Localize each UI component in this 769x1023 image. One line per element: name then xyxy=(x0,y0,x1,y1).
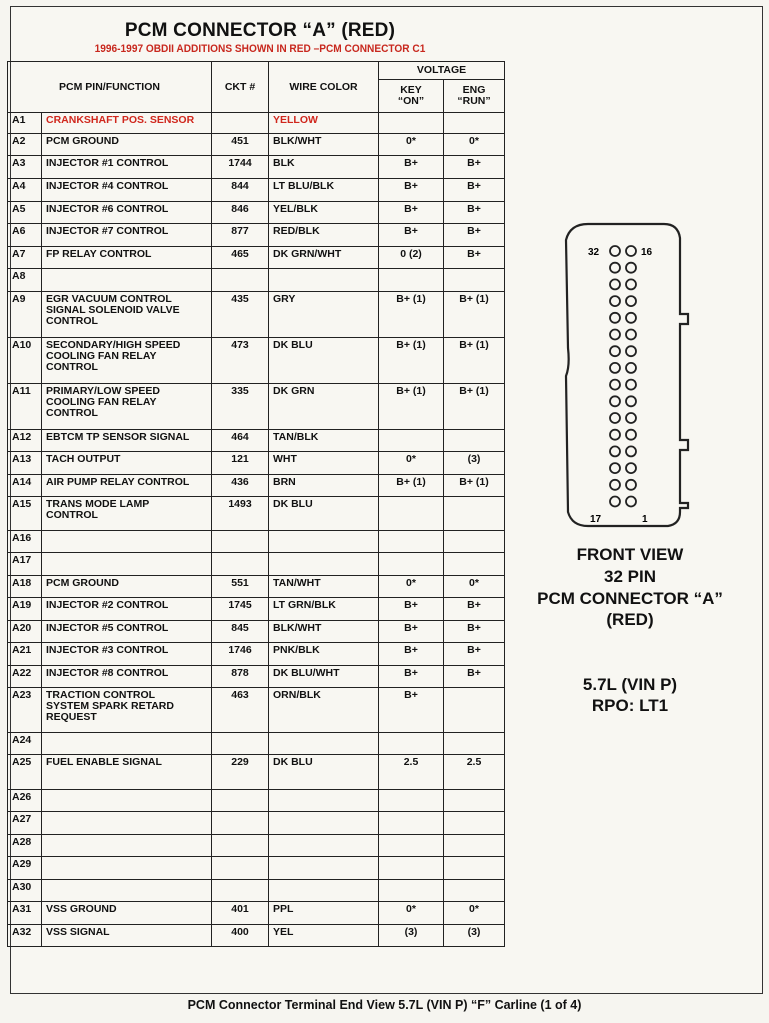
circuit-cell: 1745 xyxy=(212,598,269,621)
function-cell: INJECTOR #7 CONTROL xyxy=(42,224,212,247)
pin-cell: A23 xyxy=(8,688,42,733)
pin-hole xyxy=(626,463,636,473)
wire-color-cell: YELLOW xyxy=(269,113,379,134)
pin-cell: A26 xyxy=(8,790,42,812)
function-cell xyxy=(42,835,212,857)
wire-color-cell: TAN/BLK xyxy=(269,430,379,452)
key-on-voltage-cell: (3) xyxy=(379,925,444,947)
pin-hole xyxy=(610,463,620,473)
header-pin-function: PCM PIN/FUNCTION xyxy=(8,62,212,113)
circuit-cell: 1746 xyxy=(212,643,269,666)
pin-hole xyxy=(610,246,620,256)
pin-hole xyxy=(626,313,636,323)
table-row xyxy=(8,247,505,269)
table-row xyxy=(8,925,505,947)
eng-run-voltage-cell xyxy=(444,880,505,902)
circuit-cell xyxy=(212,880,269,902)
eng-run-voltage-cell: B+ xyxy=(444,247,505,269)
table-row xyxy=(8,134,505,156)
key-on-voltage-cell: B+ xyxy=(379,202,444,224)
eng-run-voltage-cell: B+ xyxy=(444,621,505,643)
function-cell: TACH OUTPUT xyxy=(42,452,212,475)
pin-hole xyxy=(626,346,636,356)
pin-hole xyxy=(626,446,636,456)
function-cell: VSS SIGNAL xyxy=(42,925,212,947)
pin-hole xyxy=(626,296,636,306)
wire-color-cell: TAN/WHT xyxy=(269,576,379,598)
pin-cell: A22 xyxy=(8,666,42,688)
circuit-cell xyxy=(212,835,269,857)
function-cell: VSS GROUND xyxy=(42,902,212,925)
table-row xyxy=(8,430,505,452)
wire-color-cell xyxy=(269,733,379,755)
function-cell xyxy=(42,733,212,755)
function-cell: INJECTOR #8 CONTROL xyxy=(42,666,212,688)
table-row xyxy=(8,475,505,497)
function-cell: PCM GROUND xyxy=(42,134,212,156)
pin-hole xyxy=(610,380,620,390)
wire-color-cell: PPL xyxy=(269,902,379,925)
caption-pin-count: 32 PIN xyxy=(604,567,656,586)
pin-label-32: 32 xyxy=(588,247,600,258)
eng-run-voltage-cell: (3) xyxy=(444,925,505,947)
page-footer: PCM Connector Terminal End View 5.7L (VIN P) “F” Carline (1 of 4) xyxy=(187,998,582,1012)
table-row xyxy=(8,224,505,247)
key-on-voltage-cell xyxy=(379,790,444,812)
function-cell xyxy=(42,857,212,880)
pin-hole xyxy=(610,279,620,289)
circuit-cell: 451 xyxy=(212,134,269,156)
table-row xyxy=(8,733,505,755)
pin-cell: A29 xyxy=(8,857,42,880)
circuit-cell: 400 xyxy=(212,925,269,947)
header-voltage: VOLTAGE xyxy=(379,62,505,80)
eng-run-voltage-cell: B+ (1) xyxy=(444,475,505,497)
table-row xyxy=(8,621,505,643)
eng-run-voltage-cell xyxy=(444,857,505,880)
eng-run-voltage-cell xyxy=(444,269,505,292)
pin-hole xyxy=(626,497,636,507)
wire-color-cell: DK GRN xyxy=(269,384,379,430)
eng-run-voltage-cell: B+ xyxy=(444,643,505,666)
key-on-voltage-cell xyxy=(379,269,444,292)
eng-run-voltage-cell: B+ (1) xyxy=(444,384,505,430)
table-row xyxy=(8,902,505,925)
function-cell xyxy=(42,790,212,812)
wire-color-cell: DK BLU/WHT xyxy=(269,666,379,688)
circuit-cell: 845 xyxy=(212,621,269,643)
wire-color-cell: GRY xyxy=(269,292,379,338)
function-cell: TRANS MODE LAMP CONTROL xyxy=(42,497,212,531)
wire-color-cell: DK BLU xyxy=(269,755,379,790)
table-row xyxy=(8,880,505,902)
circuit-cell xyxy=(212,790,269,812)
eng-run-voltage-cell: B+ xyxy=(444,156,505,179)
circuit-cell: 878 xyxy=(212,666,269,688)
pin-hole xyxy=(626,380,636,390)
function-cell: INJECTOR #1 CONTROL xyxy=(42,156,212,179)
pin-cell: A20 xyxy=(8,621,42,643)
function-cell: PRIMARY/LOW SPEED COOLING FAN RELAY CONTROL xyxy=(42,384,212,430)
pin-hole xyxy=(626,396,636,406)
eng-run-voltage-cell: (3) xyxy=(444,452,505,475)
function-cell: INJECTOR #5 CONTROL xyxy=(42,621,212,643)
eng-run-voltage-cell: 2.5 xyxy=(444,755,505,790)
key-on-voltage-cell xyxy=(379,430,444,452)
pin-hole xyxy=(626,480,636,490)
pin-cell: A5 xyxy=(8,202,42,224)
function-cell: SECONDARY/HIGH SPEED COOLING FAN RELAY CONTROL xyxy=(42,338,212,384)
pin-hole xyxy=(610,497,620,507)
table-row xyxy=(8,156,505,179)
circuit-cell xyxy=(212,531,269,553)
pin-hole xyxy=(610,296,620,306)
pin-hole xyxy=(626,363,636,373)
function-cell: INJECTOR #6 CONTROL xyxy=(42,202,212,224)
function-cell: INJECTOR #4 CONTROL xyxy=(42,179,212,202)
wire-color-cell: PNK/BLK xyxy=(269,643,379,666)
circuit-cell: 401 xyxy=(212,902,269,925)
pin-cell: A10 xyxy=(8,338,42,384)
eng-run-voltage-cell: B+ xyxy=(444,202,505,224)
circuit-cell: 464 xyxy=(212,430,269,452)
function-cell: INJECTOR #2 CONTROL xyxy=(42,598,212,621)
wire-color-cell: WHT xyxy=(269,452,379,475)
eng-run-voltage-cell xyxy=(444,553,505,576)
wire-color-cell: BLK/WHT xyxy=(269,621,379,643)
header-ckt: CKT # xyxy=(212,62,269,113)
pin-cell: A15 xyxy=(8,497,42,531)
wire-color-cell xyxy=(269,880,379,902)
table-row xyxy=(8,292,505,338)
eng-run-voltage-cell xyxy=(444,430,505,452)
function-cell: FP RELAY CONTROL xyxy=(42,247,212,269)
wire-color-cell: DK GRN/WHT xyxy=(269,247,379,269)
function-cell xyxy=(42,880,212,902)
eng-run-voltage-cell: B+ (1) xyxy=(444,338,505,384)
wire-color-cell xyxy=(269,269,379,292)
key-on-voltage-cell: B+ xyxy=(379,224,444,247)
key-on-voltage-cell: B+ (1) xyxy=(379,292,444,338)
pin-table xyxy=(7,61,505,947)
wire-color-cell: BLK xyxy=(269,156,379,179)
key-on-voltage-cell: 0 (2) xyxy=(379,247,444,269)
function-cell: EGR VACUUM CONTROL SIGNAL SOLENOID VALVE CONTROL xyxy=(42,292,212,338)
wire-color-cell xyxy=(269,812,379,835)
pin-cell: A14 xyxy=(8,475,42,497)
circuit-cell: 551 xyxy=(212,576,269,598)
key-on-voltage-cell: B+ xyxy=(379,179,444,202)
pin-rows xyxy=(8,113,505,947)
wire-color-cell: LT BLU/BLK xyxy=(269,179,379,202)
function-cell: FUEL ENABLE SIGNAL xyxy=(42,755,212,790)
function-cell xyxy=(42,269,212,292)
table-row xyxy=(8,113,505,134)
pin-label-17: 17 xyxy=(590,514,602,525)
pin-cell: A28 xyxy=(8,835,42,857)
circuit-cell: 844 xyxy=(212,179,269,202)
table-row xyxy=(8,553,505,576)
pin-hole xyxy=(610,330,620,340)
key-on-voltage-cell: B+ xyxy=(379,598,444,621)
key-on-voltage-cell xyxy=(379,113,444,134)
circuit-cell: 465 xyxy=(212,247,269,269)
function-cell: AIR PUMP RELAY CONTROL xyxy=(42,475,212,497)
eng-run-voltage-cell xyxy=(444,812,505,835)
function-cell: INJECTOR #3 CONTROL xyxy=(42,643,212,666)
pin-cell: A31 xyxy=(8,902,42,925)
pin-cell: A2 xyxy=(8,134,42,156)
caption-connector-color: (RED) xyxy=(606,610,654,629)
eng-run-voltage-cell xyxy=(444,835,505,857)
circuit-cell: 229 xyxy=(212,755,269,790)
pin-cell: A18 xyxy=(8,576,42,598)
wire-color-cell: YEL/BLK xyxy=(269,202,379,224)
function-cell xyxy=(42,531,212,553)
table-row xyxy=(8,338,505,384)
key-on-voltage-cell: 0* xyxy=(379,134,444,156)
table-row xyxy=(8,452,505,475)
pin-hole xyxy=(626,263,636,273)
pin-cell: A21 xyxy=(8,643,42,666)
pin-hole xyxy=(610,446,620,456)
circuit-cell: 436 xyxy=(212,475,269,497)
table-row xyxy=(8,643,505,666)
pin-hole xyxy=(610,263,620,273)
pin-hole xyxy=(626,246,636,256)
key-on-voltage-cell: 2.5 xyxy=(379,755,444,790)
eng-run-voltage-cell: 0* xyxy=(444,134,505,156)
pin-hole xyxy=(626,430,636,440)
table-row xyxy=(8,688,505,733)
table-row xyxy=(8,384,505,430)
table-row xyxy=(8,269,505,292)
function-cell: PCM GROUND xyxy=(42,576,212,598)
eng-run-voltage-cell: 0* xyxy=(444,576,505,598)
pin-cell: A30 xyxy=(8,880,42,902)
pin-hole xyxy=(610,480,620,490)
key-on-voltage-cell xyxy=(379,880,444,902)
eng-run-voltage-cell: B+ xyxy=(444,224,505,247)
circuit-cell: 473 xyxy=(212,338,269,384)
circuit-cell: 463 xyxy=(212,688,269,733)
connector-pin-holes xyxy=(610,246,636,507)
table-row xyxy=(8,576,505,598)
wire-color-cell: ORN/BLK xyxy=(269,688,379,733)
pin-cell: A27 xyxy=(8,812,42,835)
table-row xyxy=(8,857,505,880)
pin-hole xyxy=(610,396,620,406)
pin-cell: A13 xyxy=(8,452,42,475)
wire-color-cell: YEL xyxy=(269,925,379,947)
key-on-voltage-cell: B+ xyxy=(379,643,444,666)
pin-cell: A24 xyxy=(8,733,42,755)
key-on-voltage-cell xyxy=(379,812,444,835)
wire-color-cell xyxy=(269,553,379,576)
wire-color-cell: BLK/WHT xyxy=(269,134,379,156)
pin-cell: A3 xyxy=(8,156,42,179)
eng-run-voltage-cell: B+ xyxy=(444,666,505,688)
eng-run-voltage-cell xyxy=(444,531,505,553)
eng-run-voltage-cell: B+ xyxy=(444,598,505,621)
table-row xyxy=(8,531,505,553)
wire-color-cell: LT GRN/BLK xyxy=(269,598,379,621)
wire-color-cell xyxy=(269,531,379,553)
wire-color-cell xyxy=(269,790,379,812)
circuit-cell: 121 xyxy=(212,452,269,475)
pin-cell: A12 xyxy=(8,430,42,452)
eng-run-voltage-cell xyxy=(444,790,505,812)
header-key-on: KEY “ON” xyxy=(379,80,444,113)
circuit-cell xyxy=(212,553,269,576)
page-title: PCM CONNECTOR “A” (RED) xyxy=(124,20,396,41)
pin-cell: A32 xyxy=(8,925,42,947)
connector-diagram xyxy=(560,218,690,530)
pin-cell: A19 xyxy=(8,598,42,621)
pin-hole xyxy=(626,279,636,289)
pin-cell: A8 xyxy=(8,269,42,292)
pin-cell: A25 xyxy=(8,755,42,790)
function-cell xyxy=(42,553,212,576)
wire-color-cell xyxy=(269,857,379,880)
eng-run-voltage-cell: B+ (1) xyxy=(444,292,505,338)
caption-front-view: FRONT VIEW xyxy=(576,545,684,564)
key-on-voltage-cell: B+ (1) xyxy=(379,338,444,384)
eng-run-voltage-cell xyxy=(444,688,505,733)
pin-label-16: 16 xyxy=(641,247,653,258)
eng-run-voltage-cell: B+ xyxy=(444,179,505,202)
eng-run-voltage-cell xyxy=(444,733,505,755)
circuit-cell: 435 xyxy=(212,292,269,338)
page-subtitle: 1996-1997 OBDII ADDITIONS SHOWN IN RED –PCM CONNECTOR C1 xyxy=(94,43,426,55)
engine-rpo: RPO: LT1 xyxy=(591,696,669,715)
key-on-voltage-cell: B+ xyxy=(379,666,444,688)
circuit-cell: 335 xyxy=(212,384,269,430)
eng-run-voltage-cell xyxy=(444,497,505,531)
table-row xyxy=(8,497,505,531)
key-on-voltage-cell: 0* xyxy=(379,452,444,475)
pin-hole xyxy=(626,413,636,423)
pin-cell: A17 xyxy=(8,553,42,576)
key-on-voltage-cell: 0* xyxy=(379,902,444,925)
function-cell: CRANKSHAFT POS. SENSOR xyxy=(42,113,212,134)
caption-connector-name: PCM CONNECTOR “A” xyxy=(537,589,723,608)
circuit-cell: 1744 xyxy=(212,156,269,179)
table-row xyxy=(8,755,505,790)
key-on-voltage-cell xyxy=(379,553,444,576)
circuit-cell: 877 xyxy=(212,224,269,247)
wire-color-cell: BRN xyxy=(269,475,379,497)
key-on-voltage-cell xyxy=(379,733,444,755)
circuit-cell xyxy=(212,812,269,835)
circuit-cell xyxy=(212,269,269,292)
table-row xyxy=(8,179,505,202)
key-on-voltage-cell xyxy=(379,857,444,880)
table-row xyxy=(8,202,505,224)
table-row xyxy=(8,812,505,835)
key-on-voltage-cell: B+ xyxy=(379,688,444,733)
circuit-cell xyxy=(212,733,269,755)
pin-hole xyxy=(626,330,636,340)
table-row xyxy=(8,666,505,688)
pin-hole xyxy=(610,413,620,423)
wire-color-cell: DK BLU xyxy=(269,338,379,384)
pin-cell: A9 xyxy=(8,292,42,338)
key-on-voltage-cell xyxy=(379,835,444,857)
table-row xyxy=(8,598,505,621)
key-on-voltage-cell: B+ (1) xyxy=(379,475,444,497)
table-row xyxy=(8,790,505,812)
pin-cell: A6 xyxy=(8,224,42,247)
pin-hole xyxy=(610,430,620,440)
key-on-voltage-cell: 0* xyxy=(379,576,444,598)
header-eng-run: ENG “RUN” xyxy=(444,80,505,113)
wire-color-cell xyxy=(269,835,379,857)
pin-cell: A1 xyxy=(8,113,42,134)
key-on-voltage-cell: B+ xyxy=(379,156,444,179)
engine-vin: 5.7L (VIN P) xyxy=(582,675,678,694)
wire-color-cell: RED/BLK xyxy=(269,224,379,247)
key-on-voltage-cell xyxy=(379,531,444,553)
pin-hole xyxy=(610,363,620,373)
eng-run-voltage-cell: 0* xyxy=(444,902,505,925)
function-cell: TRACTION CONTROL SYSTEM SPARK RETARD REQUEST xyxy=(42,688,212,733)
circuit-cell xyxy=(212,857,269,880)
pin-hole xyxy=(610,346,620,356)
circuit-cell: 1493 xyxy=(212,497,269,531)
key-on-voltage-cell xyxy=(379,497,444,531)
wire-color-cell: DK BLU xyxy=(269,497,379,531)
eng-run-voltage-cell xyxy=(444,113,505,134)
pin-cell: A11 xyxy=(8,384,42,430)
pin-cell: A4 xyxy=(8,179,42,202)
pin-hole xyxy=(610,313,620,323)
header-wire-color: WIRE COLOR xyxy=(269,62,379,113)
function-cell: EBTCM TP SENSOR SIGNAL xyxy=(42,430,212,452)
pin-cell: A7 xyxy=(8,247,42,269)
circuit-cell xyxy=(212,113,269,134)
circuit-cell: 846 xyxy=(212,202,269,224)
key-on-voltage-cell: B+ xyxy=(379,621,444,643)
table-row xyxy=(8,835,505,857)
function-cell xyxy=(42,812,212,835)
key-on-voltage-cell: B+ (1) xyxy=(379,384,444,430)
pin-label-1: 1 xyxy=(642,514,648,525)
pin-cell: A16 xyxy=(8,531,42,553)
